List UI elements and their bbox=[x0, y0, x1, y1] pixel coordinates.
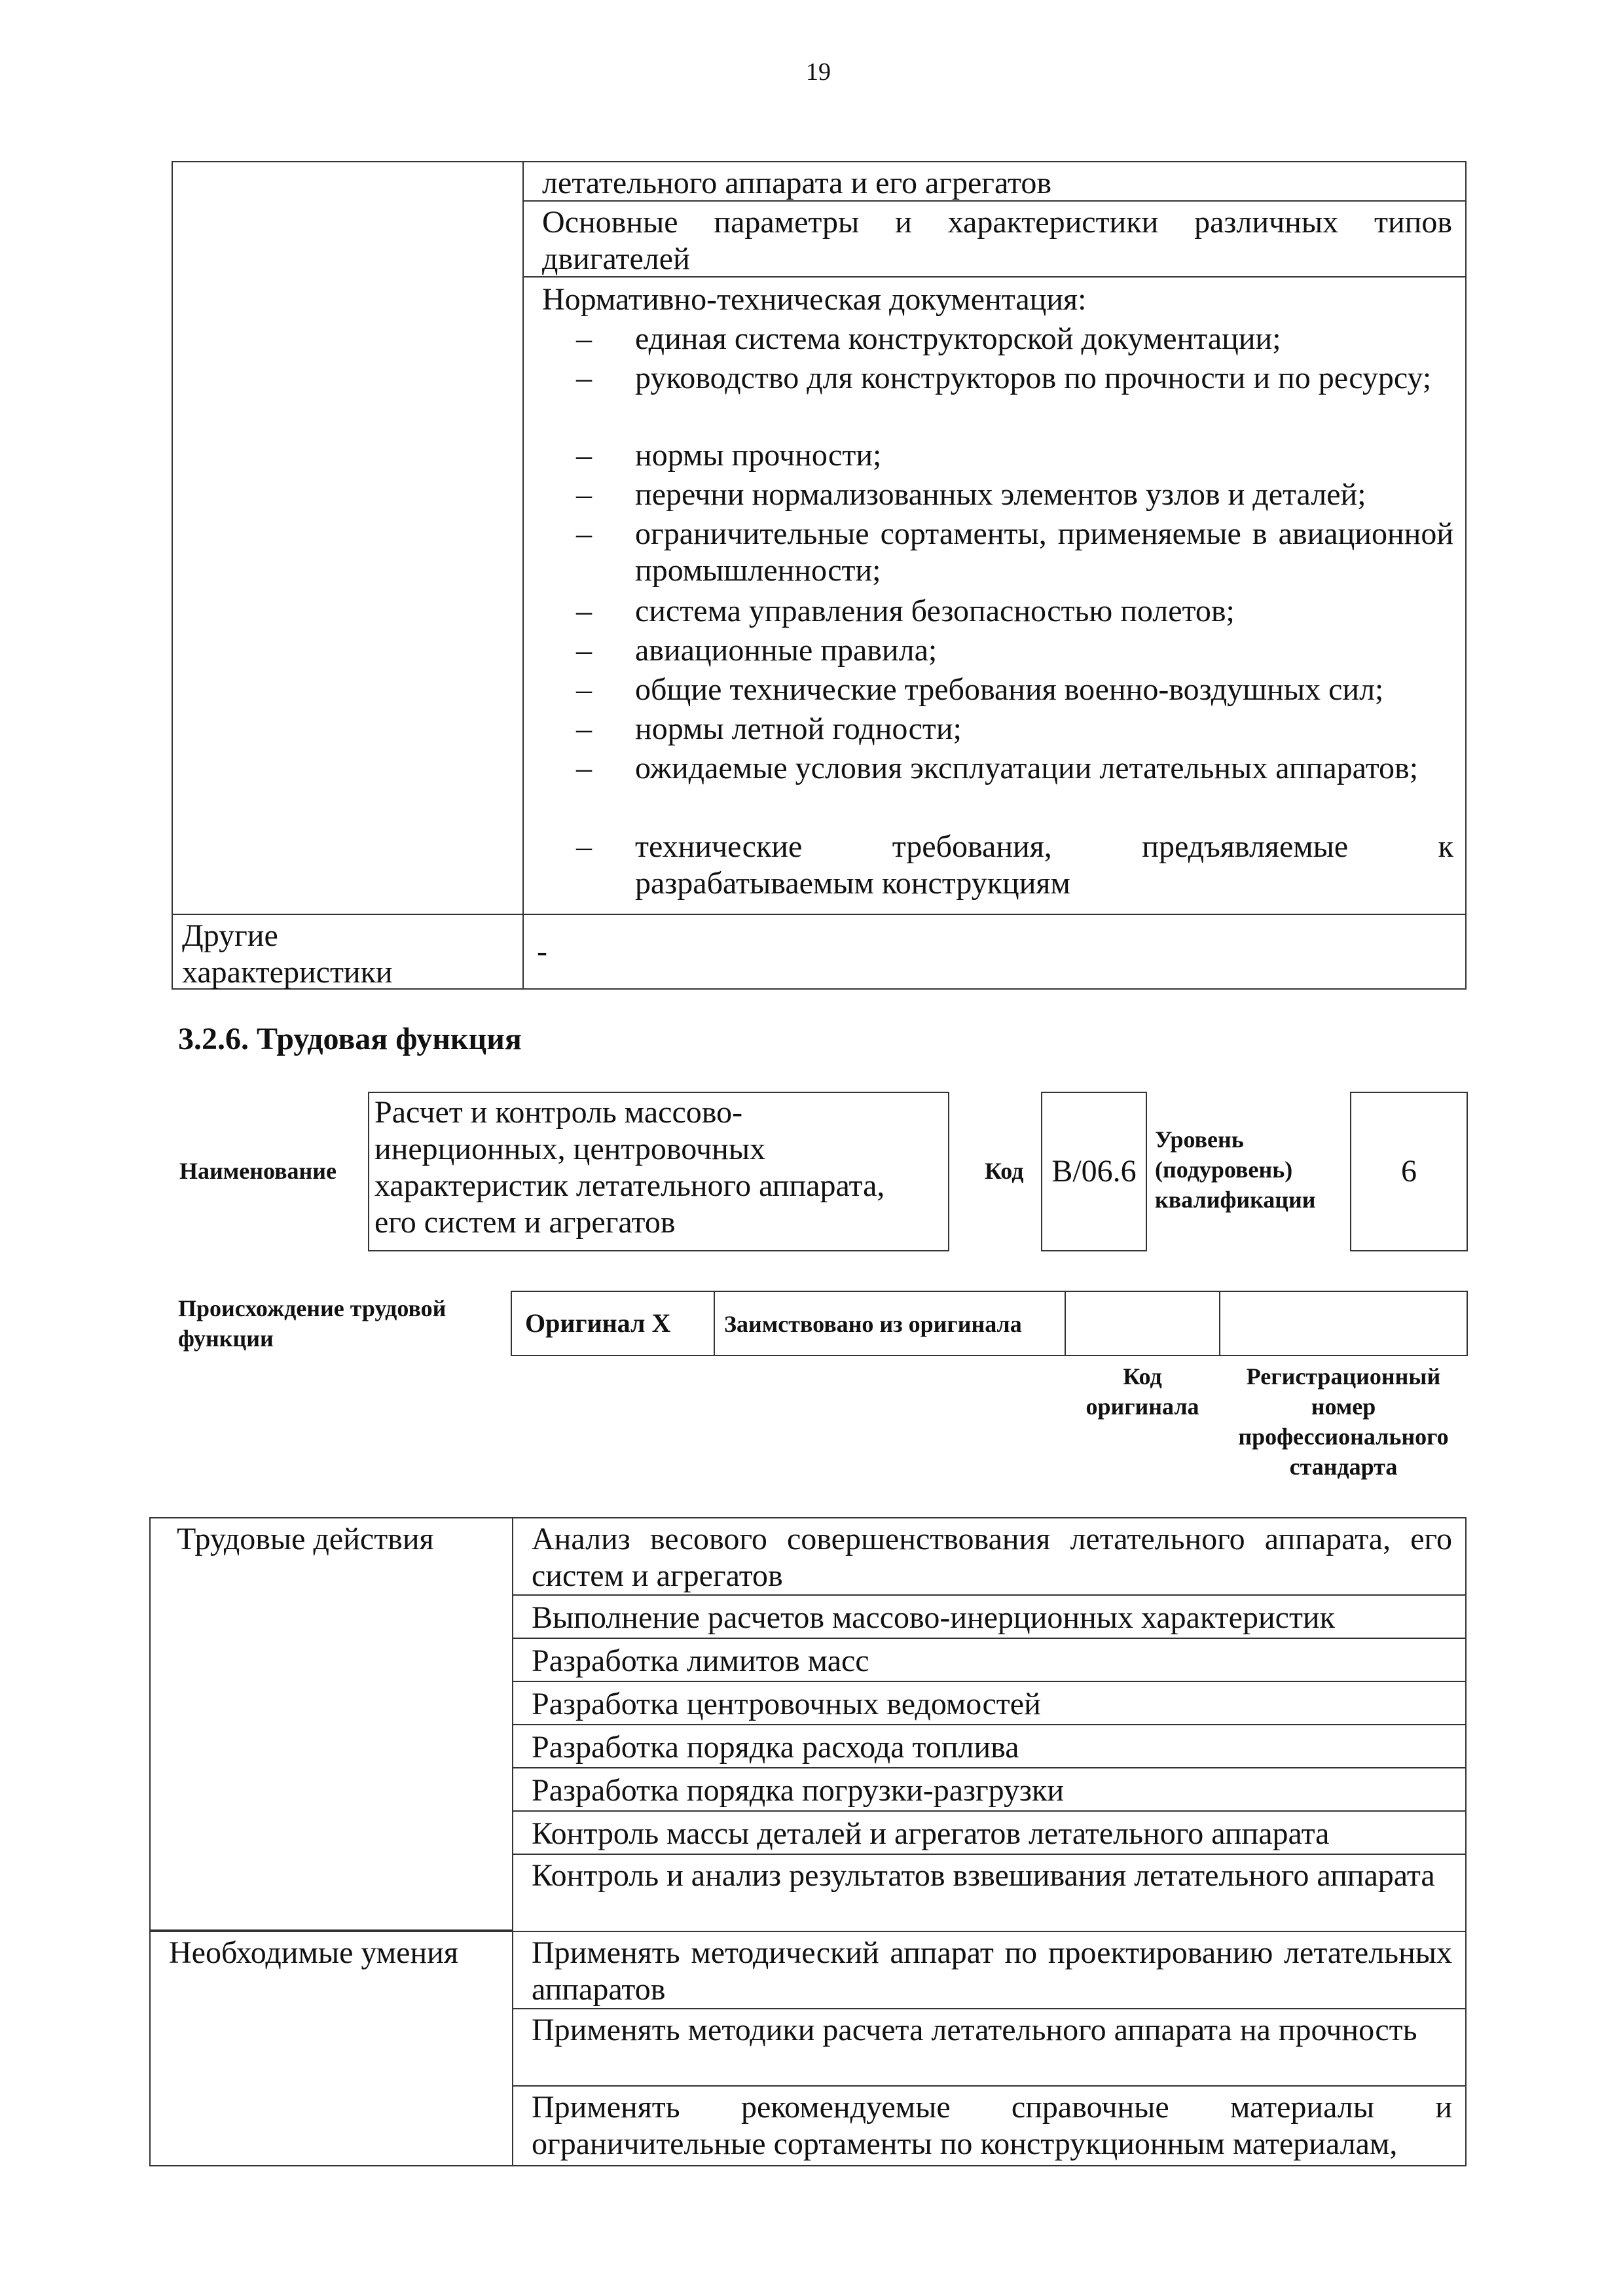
action-text: Разработка лимитов масс bbox=[532, 1643, 869, 1678]
bullet-mark: – bbox=[576, 477, 592, 512]
list-item: ожидаемые условия эксплуатации летательных аппаратов; bbox=[635, 751, 1419, 785]
action-text: Разработка центровочных ведомостей bbox=[532, 1687, 1041, 1721]
code-caption: Код оригинала bbox=[1085, 1363, 1199, 1420]
action-text: Разработка порядка погрузки-разгрузки bbox=[532, 1773, 1064, 1808]
function-code: B/06.6 bbox=[1051, 1154, 1137, 1189]
name-box bbox=[368, 1092, 949, 1251]
top-row-1 bbox=[522, 161, 1467, 202]
bullet-mark: – bbox=[576, 711, 592, 746]
name-label: Наименование bbox=[179, 1158, 337, 1184]
bullet-mark: – bbox=[576, 672, 592, 707]
origin-label: Происхождение трудовой функции bbox=[178, 1295, 447, 1352]
level-box bbox=[1350, 1092, 1468, 1251]
borrowed-cell bbox=[714, 1291, 1066, 1356]
section-heading: 3.2.6. Трудовая функция bbox=[178, 1022, 522, 1056]
bullet-mark: – bbox=[576, 633, 592, 668]
table-row bbox=[512, 1854, 1467, 1932]
list-item: нормы прочности; bbox=[635, 438, 882, 473]
skill-text: Применять методический аппарат по проектированию летательных аппаратов bbox=[532, 1935, 1452, 2007]
table-row bbox=[512, 1638, 1467, 1682]
table-row bbox=[512, 1681, 1467, 1725]
action-text: Контроль и анализ результатов взвешивания летательного аппарата bbox=[532, 1858, 1435, 1893]
list-item: авиационные правила; bbox=[635, 633, 938, 668]
code-box bbox=[1041, 1092, 1147, 1251]
list-item: перечни нормализованных элементов узлов и деталей; bbox=[635, 477, 1366, 512]
top-row-2-text: Основные параметры и характеристики различных типов двигателей bbox=[542, 205, 1452, 276]
skill-text: Применять методики расчета летательного аппарата на прочность bbox=[532, 2013, 1417, 2047]
other-value: - bbox=[537, 934, 547, 969]
level-label: Уровень (подуровень) квалификации bbox=[1155, 1126, 1316, 1213]
top-row-2 bbox=[522, 200, 1467, 278]
actions-label: Трудовые действия bbox=[177, 1522, 434, 1556]
bullet-mark: – bbox=[576, 438, 592, 473]
other-label: Другие характеристики bbox=[182, 918, 393, 990]
list-item: общие технические требования военно-воздушных сил; bbox=[635, 672, 1384, 707]
qualification-level: 6 bbox=[1401, 1154, 1417, 1189]
table-row bbox=[512, 1594, 1467, 1639]
bullet-mark: – bbox=[576, 594, 592, 628]
top-row-1-text: летательного аппарата и его агрегатов bbox=[542, 166, 1052, 200]
table-row bbox=[512, 1517, 1467, 1596]
list-item: ограничительные сортаменты, применяемые в авиационной промышленности; bbox=[635, 516, 1453, 588]
action-text: Разработка порядка расхода топлива bbox=[532, 1730, 1019, 1765]
table-row bbox=[512, 2085, 1467, 2166]
original-code-cell bbox=[1065, 1291, 1220, 1356]
code-label: Код bbox=[985, 1158, 1024, 1184]
action-text: Контроль массы деталей и агрегатов летательного аппарата bbox=[532, 1816, 1330, 1851]
action-text: Анализ весового совершенствования летательного аппарата, его систем и агрегатов bbox=[532, 1522, 1452, 1593]
table-row bbox=[512, 2008, 1467, 2087]
bullet-mark: – bbox=[576, 321, 592, 356]
reg-caption: Регистрационный номер профессионального стандарта bbox=[1238, 1363, 1449, 1480]
action-text: Выполнение расчетов массово-инерционных характеристик bbox=[532, 1600, 1335, 1635]
bullet-mark: – bbox=[576, 361, 592, 395]
skill-text: Применять рекомендуемые справочные материалы и ограничительные сортаменты по конструкционным материалам, bbox=[532, 2090, 1452, 2161]
bullet-mark: – bbox=[576, 751, 592, 785]
list-item: система управления безопасностью полетов; bbox=[635, 594, 1235, 628]
table-row bbox=[512, 1724, 1467, 1768]
top-row-3 bbox=[522, 276, 1467, 915]
top-left-column bbox=[172, 161, 524, 915]
list-item: руководство для конструкторов по прочности и по ресурсу; bbox=[635, 361, 1432, 395]
original-mark: Оригинал X bbox=[525, 1308, 671, 1338]
other-value-cell bbox=[522, 914, 1467, 990]
docs-title: Нормативно-техническая документация: bbox=[542, 282, 1087, 317]
page-number: 19 bbox=[806, 58, 831, 86]
list-item: единая система конструкторской документации; bbox=[635, 321, 1281, 356]
list-item: технические требования, предъявляемые к разрабатываемым конструкциям bbox=[635, 829, 1453, 901]
other-label-cell bbox=[172, 914, 524, 990]
bullet-mark: – bbox=[576, 516, 592, 551]
borrowed-label: Заимствовано из оригинала bbox=[724, 1311, 1022, 1337]
reg-number-cell bbox=[1219, 1291, 1468, 1356]
list-item: нормы летной годности; bbox=[635, 711, 962, 746]
table-row bbox=[512, 1767, 1467, 1812]
bullet-mark: – bbox=[576, 829, 592, 864]
original-cell bbox=[511, 1291, 715, 1356]
table-row bbox=[512, 1931, 1467, 2009]
actions-label-cell bbox=[149, 1517, 513, 1931]
table-row bbox=[512, 1810, 1467, 1855]
function-name: Расчет и контроль массово-инерционных, центровочных характеристик летательного аппарата, его систем и агрегатов bbox=[374, 1095, 885, 1240]
skills-label: Необходимые умения bbox=[169, 1935, 458, 1970]
skills-label-cell bbox=[149, 1931, 513, 2166]
